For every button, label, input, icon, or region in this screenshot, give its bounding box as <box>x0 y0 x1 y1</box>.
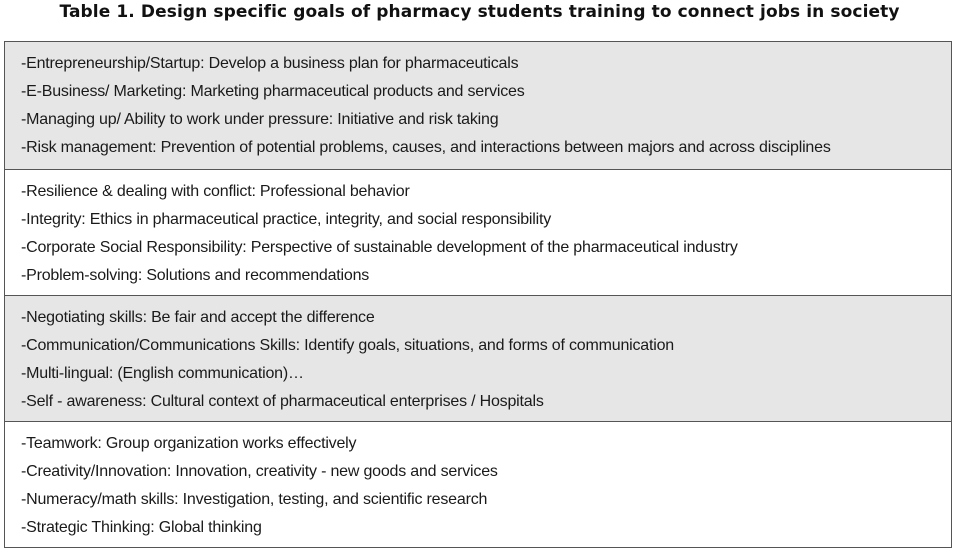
table-row: -Integrity: Ethics in pharmaceutical practice, integrity, and social responsibility <box>21 211 552 228</box>
table-row: -Resilience & dealing with conflict: Professional behavior <box>21 183 410 200</box>
table-group-1 <box>5 42 951 169</box>
table-row: -Multi-lingual: (English communication)… <box>21 365 304 382</box>
table-row: -Problem-solving: Solutions and recommendations <box>21 267 370 284</box>
table-group-4 <box>5 421 951 547</box>
table-row: -Numeracy/math skills: Investigation, testing, and scientific research <box>21 491 488 508</box>
table-group-3 <box>5 295 951 421</box>
table-group-2 <box>5 169 951 295</box>
goals-table <box>4 41 952 548</box>
table-row: -Entrepreneurship/Startup: Develop a business plan for pharmaceuticals <box>21 55 519 72</box>
table-row: -Corporate Social Responsibility: Perspective of sustainable development of the pharmaceutical industry <box>21 239 738 256</box>
table-row: -Managing up/ Ability to work under pressure: Initiative and risk taking <box>21 111 499 128</box>
table-row: -Teamwork: Group organization works effectively <box>21 435 357 452</box>
table-row: -Risk management: Prevention of potential problems, causes, and interactions between majors and across disciplines <box>21 139 831 156</box>
table-row: -Strategic Thinking: Global thinking <box>21 519 262 536</box>
table-caption: Table 1. Design specific goals of pharmacy students training to connect jobs in society <box>59 2 900 22</box>
table-row: -Communication/Communications Skills: Identify goals, situations, and forms of communication <box>21 337 674 354</box>
table-row: -E-Business/ Marketing: Marketing pharmaceutical products and services <box>21 83 525 100</box>
table-row: -Negotiating skills: Be fair and accept the difference <box>21 309 375 326</box>
table-row: -Creativity/Innovation: Innovation, creativity - new goods and services <box>21 463 498 480</box>
table-row: -Self - awareness: Cultural context of pharmaceutical enterprises / Hospitals <box>21 393 544 410</box>
